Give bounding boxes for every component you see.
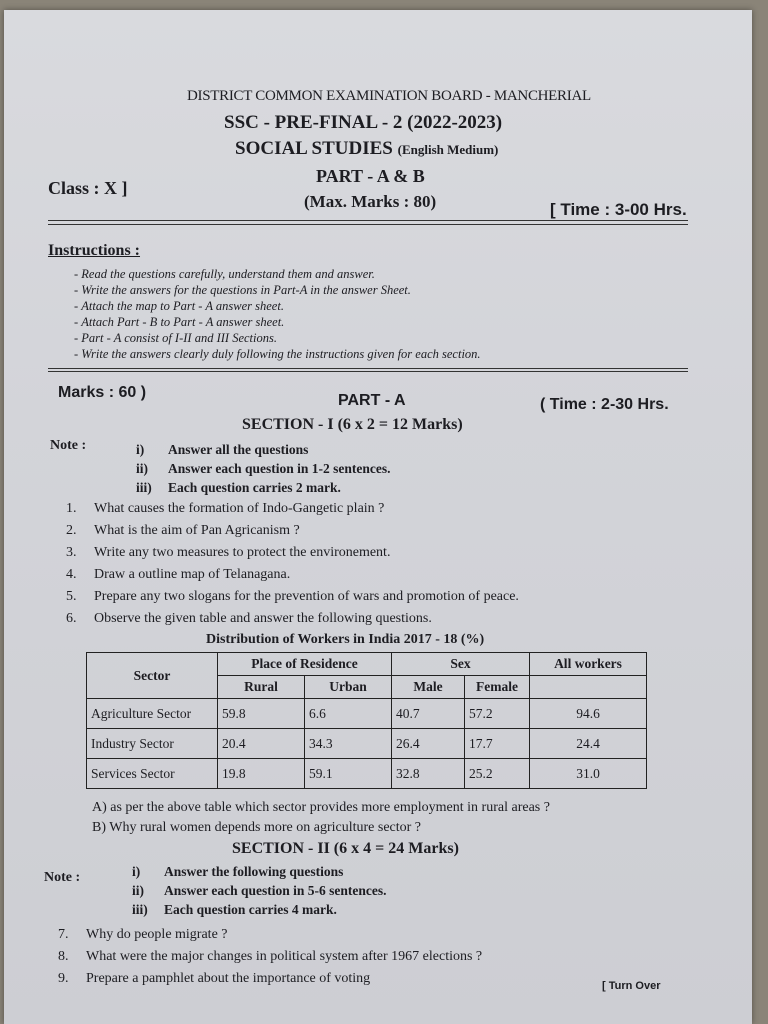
part-a-time: ( Time : 2-30 Hrs. — [540, 396, 669, 413]
urban-cell: 59.1 — [305, 759, 392, 789]
male-cell: 40.7 — [392, 699, 465, 729]
exam-title: SSC - PRE-FINAL - 2 (2022-2023) — [224, 112, 503, 133]
parts-label: PART - A & B — [316, 166, 425, 186]
all-workers-cell: 24.4 — [530, 729, 647, 759]
question-item: 3. Write any two measures to protect the environement. — [66, 545, 391, 560]
subject-title — [235, 138, 498, 160]
rural-cell: 59.8 — [218, 699, 305, 729]
class-label: Class : X ] — [48, 178, 128, 198]
male-cell: 26.4 — [392, 729, 465, 759]
subquestion-item: B) Why rural women depends more on agriculture sector ? — [92, 820, 422, 835]
header-all-workers-blank — [530, 676, 647, 699]
question-item: 1. What causes the formation of Indo-Gangetic plain ? — [66, 501, 385, 516]
section-1-title: SECTION - I (6 x 2 = 12 Marks) — [242, 416, 463, 433]
question-item: 5. Prepare any two slogans for the prevention of wars and promotion of peace. — [66, 589, 519, 604]
instruction-item: - Write the answers for the questions in Part-A in the answer Sheet. — [74, 282, 481, 298]
header-all-workers: All workers — [530, 653, 647, 676]
header-sex: Sex — [392, 653, 530, 676]
male-cell: 32.8 — [392, 759, 465, 789]
section-2-questions — [58, 924, 482, 990]
turn-over-label: [ Turn Over — [602, 980, 661, 992]
section-2-notes — [132, 862, 387, 919]
header-rural: Rural — [218, 676, 305, 699]
subject-name: SOCIAL STUDIES — [235, 138, 393, 159]
question-item: 8. What were the major changes in political system after 1967 elections ? — [58, 949, 483, 964]
question-item: 4. Draw a outline map of Telanagana. — [66, 567, 291, 582]
section-2-title: SECTION - II (6 x 4 = 24 Marks) — [232, 840, 459, 857]
instruction-item: - Part - A consist of I-II and III Sections. — [74, 330, 481, 346]
sector-cell: Agriculture Sector — [87, 699, 218, 729]
question-item: 2. What is the aim of Pan Agricanism ? — [66, 523, 300, 538]
table-title: Distribution of Workers in India 2017 - 18 (%) — [206, 632, 485, 647]
divider — [48, 220, 688, 221]
question-item: 9. Prepare a pamphlet about the importance of voting — [58, 971, 371, 986]
note-item: i) Answer all the questions — [136, 442, 309, 457]
part-a-title: PART - A — [338, 392, 406, 409]
note-item: ii) Answer each question in 5-6 sentences. — [132, 883, 387, 898]
rural-cell: 19.8 — [218, 759, 305, 789]
instruction-item: - Read the questions carefully, understand them and answer. — [74, 266, 481, 282]
female-cell: 17.7 — [465, 729, 530, 759]
table-subquestions — [92, 798, 550, 838]
instruction-item: - Attach Part - B to Part - A answer sheet. — [74, 314, 481, 330]
urban-cell: 6.6 — [305, 699, 392, 729]
note-item: iii) Each question carries 4 mark. — [132, 902, 337, 917]
header-female: Female — [465, 676, 530, 699]
table-row — [87, 729, 647, 759]
all-workers-cell: 94.6 — [530, 699, 647, 729]
subquestion-item: A) as per the above table which sector provides more employment in rural areas ? — [92, 800, 550, 815]
header-sector: Sector — [87, 653, 218, 699]
section-1-questions — [66, 498, 519, 630]
instruction-item: - Attach the map to Part - A answer sheet. — [74, 298, 481, 314]
instructions-list — [74, 266, 481, 362]
question-item: 6. Observe the given table and answer the following questions. — [66, 611, 432, 626]
female-cell: 57.2 — [465, 699, 530, 729]
section-2-note-label: Note : — [44, 870, 81, 885]
medium-label: (English Medium) — [397, 142, 499, 157]
header-urban: Urban — [305, 676, 392, 699]
divider — [48, 371, 688, 372]
instruction-item: - Write the answers clearly duly following the instructions given for each section. — [74, 346, 481, 362]
section-1-notes — [136, 440, 391, 497]
sector-cell: Industry Sector — [87, 729, 218, 759]
max-marks: (Max. Marks : 80) — [304, 192, 437, 211]
section-1-note-label: Note : — [50, 438, 87, 453]
time-label: [ Time : 3-00 Hrs. — [550, 200, 687, 219]
divider — [48, 368, 688, 369]
table-row — [87, 759, 647, 789]
note-item: ii) Answer each question in 1-2 sentences. — [136, 461, 391, 476]
workers-table — [86, 652, 647, 789]
exam-paper — [4, 10, 752, 1024]
header-male: Male — [392, 676, 465, 699]
part-a-marks: Marks : 60 ) — [58, 384, 147, 401]
all-workers-cell: 31.0 — [530, 759, 647, 789]
instructions-title: Instructions : — [48, 242, 141, 259]
question-item: 7. Why do people migrate ? — [58, 927, 228, 942]
note-item: i) Answer the following questions — [132, 864, 344, 879]
board-name: DISTRICT COMMON EXAMINATION BOARD - MANCHERIAL — [187, 88, 591, 104]
female-cell: 25.2 — [465, 759, 530, 789]
note-item: iii) Each question carries 2 mark. — [136, 480, 341, 495]
rural-cell: 20.4 — [218, 729, 305, 759]
table-row — [87, 699, 647, 729]
sector-cell: Services Sector — [87, 759, 218, 789]
divider — [48, 224, 688, 225]
header-place-of-residence: Place of Residence — [218, 653, 392, 676]
urban-cell: 34.3 — [305, 729, 392, 759]
